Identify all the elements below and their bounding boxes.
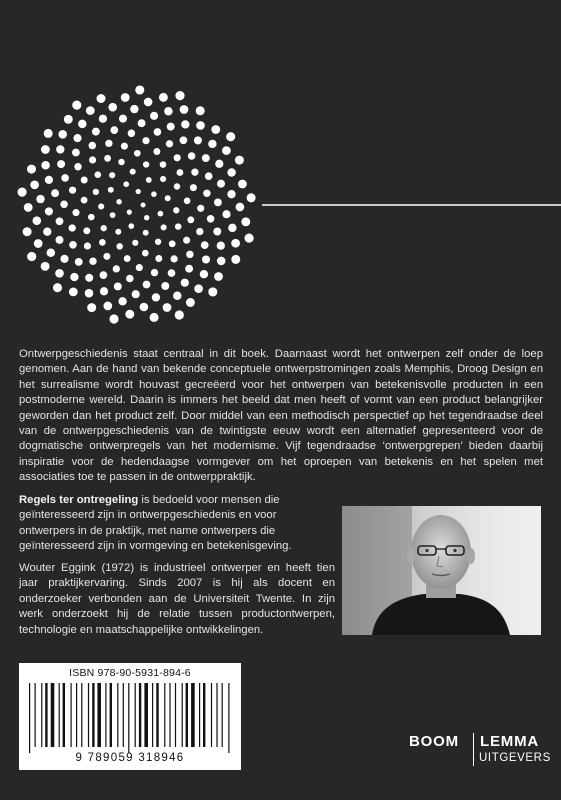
decor-dot <box>205 172 213 180</box>
decor-dot <box>18 188 27 197</box>
barcode-label <box>19 663 241 770</box>
decor-dot <box>83 227 90 234</box>
decor-dot <box>97 94 106 103</box>
decor-dot <box>144 215 149 220</box>
decor-dot <box>166 140 173 147</box>
decor-dot <box>93 189 99 195</box>
decor-dot <box>144 98 153 107</box>
decor-dot <box>118 297 126 305</box>
decor-dot <box>208 140 216 148</box>
decor-dot <box>128 223 134 229</box>
decor-dot <box>236 203 245 212</box>
book-title-inline: Regels ter ontregeling <box>19 494 139 506</box>
decor-dot <box>56 145 64 153</box>
decor-dot <box>81 177 88 184</box>
decor-dot <box>200 270 208 278</box>
decor-dot <box>123 181 129 187</box>
decor-dot <box>105 140 112 147</box>
decor-dot <box>56 236 64 244</box>
decor-dot <box>103 253 110 260</box>
decor-dot <box>231 239 240 248</box>
decor-dot <box>142 137 149 144</box>
decor-dot <box>163 303 172 312</box>
decor-dot <box>60 201 68 209</box>
decor-dot <box>87 303 96 312</box>
decor-dot <box>72 209 79 216</box>
decor-dot <box>33 216 42 225</box>
decor-dot <box>177 169 184 176</box>
decor-dot <box>186 298 195 307</box>
decor-dot <box>126 275 134 283</box>
decor-dot <box>191 169 198 176</box>
decor-dot <box>196 106 205 115</box>
decor-dot <box>185 265 193 273</box>
decor-dot <box>158 211 164 217</box>
decor-dot <box>27 252 36 261</box>
decor-dot <box>72 101 81 110</box>
decor-dot <box>116 199 121 204</box>
decor-dot <box>174 183 180 189</box>
decor-dot <box>69 187 76 194</box>
decor-dot <box>187 216 194 223</box>
decor-dot <box>181 120 189 128</box>
decor-dot <box>180 105 189 114</box>
decor-dot <box>142 250 149 257</box>
decor-dot <box>155 239 161 245</box>
decor-dot <box>222 210 230 218</box>
decor-dot <box>99 115 107 123</box>
decor-dot <box>150 112 158 120</box>
decor-dot <box>61 174 69 182</box>
decor-dot <box>84 242 91 249</box>
decor-dot <box>194 284 203 293</box>
decor-dot <box>173 291 182 300</box>
decor-dot <box>222 146 231 155</box>
decor-dot <box>175 91 184 100</box>
decor-dot <box>183 237 190 244</box>
decor-dot <box>190 184 197 191</box>
decor-dot <box>127 210 132 215</box>
decor-dot <box>92 128 100 136</box>
decor-dot <box>167 123 175 131</box>
publisher-name-right: LEMMA <box>480 733 539 750</box>
decor-dot <box>118 159 125 166</box>
decor-dot <box>94 171 101 178</box>
decor-dot <box>34 239 43 248</box>
barcode-bars <box>25 683 235 753</box>
decor-dot <box>207 215 215 223</box>
decor-dot <box>161 224 167 230</box>
description-paragraph: Ontwerpgeschiedenis staat centraal in dit boek. Daarnaast wordt het ontwerpen zelf onder de loep genomen. Aan de hand van bekende conceptuele ontwerpstromingen zoals Memphis, Droog Design en het surrealisme wordt houvast gecreëerd voor het ontwerpen van betekenisvolle producten in een postmoderne wereld. Daarin is immers het beeld dat men heeft of vormt van een product belangrijker geworden dan het product zelf. Door middel van een methodisch perspectief op het tegendraadse deel van de ontwerpgeschiedenis van de twintigste eeuw wordt een alternatief gepresenteerd voor de dogmatische ontwerpregels van het modernisme. Vijf tegendraadse ‘ontwerpgrepen’ bieden daarbij inspiratie voor de hedendaagse vormgever om het oproepen van betekenis en het spelen met associaties toe te passen in de ontwerppraktijk. <box>19 348 543 484</box>
decor-dot <box>41 262 50 271</box>
decor-dot <box>128 130 135 137</box>
decor-dot <box>160 161 167 168</box>
decor-dot <box>58 130 67 139</box>
decor-dot <box>154 128 162 136</box>
decor-dot <box>136 264 143 271</box>
decor-dot <box>211 125 220 134</box>
decor-dot <box>116 243 122 249</box>
decor-dot <box>89 156 96 163</box>
decor-dot <box>100 287 108 295</box>
decor-dot <box>119 115 127 123</box>
decor-dot <box>164 107 172 115</box>
decor-dot <box>109 172 115 178</box>
decor-dot <box>88 214 95 221</box>
decor-dot <box>24 203 33 212</box>
decor-dot <box>160 176 166 182</box>
decor-dot <box>132 290 140 298</box>
decor-dot <box>151 191 157 197</box>
decor-dot <box>121 93 130 102</box>
decor-dot <box>159 93 168 102</box>
decor-dot <box>75 258 83 266</box>
decor-dot <box>70 273 78 281</box>
dot-circle-graphic <box>0 0 561 340</box>
publisher-name-left: BOOM <box>409 733 459 750</box>
decor-dot <box>101 225 107 231</box>
decor-dot <box>196 228 203 235</box>
decor-dot <box>41 145 50 154</box>
decor-dot <box>152 293 160 301</box>
decor-dot <box>45 207 53 215</box>
author-photo <box>342 506 541 635</box>
decor-dot <box>138 119 146 127</box>
decor-dot <box>245 234 254 243</box>
decor-dot <box>208 287 217 296</box>
decor-dot <box>134 150 141 157</box>
decor-dot <box>43 228 51 236</box>
decor-dot <box>146 177 152 183</box>
decor-dot <box>201 241 209 249</box>
decor-dot <box>213 228 221 236</box>
decor-dot <box>141 202 146 207</box>
decor-dot <box>241 217 250 226</box>
decor-dot <box>69 241 77 249</box>
decor-dot <box>186 251 194 259</box>
decor-dot <box>140 303 149 312</box>
decor-dot <box>214 272 223 281</box>
decor-dot <box>151 269 158 276</box>
publisher-logo <box>409 733 551 773</box>
decor-dot <box>188 152 196 160</box>
decor-dot <box>44 129 53 138</box>
audience-paragraph <box>19 493 335 555</box>
decor-dot <box>86 106 95 115</box>
decor-dot <box>121 143 128 150</box>
decor-dot <box>143 281 151 289</box>
decor-dot <box>175 223 182 230</box>
decor-dot <box>56 217 64 225</box>
decor-dot <box>227 168 236 177</box>
decor-dot <box>114 282 122 290</box>
decor-dot <box>113 265 120 272</box>
decor-dot <box>23 227 32 236</box>
decor-dot <box>130 105 138 113</box>
decor-dot <box>165 195 171 201</box>
decor-dot <box>125 310 134 319</box>
decor-dot <box>153 148 160 155</box>
decor-dot <box>27 165 36 174</box>
decor-dot <box>161 282 169 290</box>
audience-text: is bedoeld voor mensen die geïnteresseerd zijn in ontwerpgeschiedenis en voor ontwerpers in de praktijk, met name ontwerpers die geïnteresseerd zijn in vormgeving en betekenisgeving. <box>19 494 292 553</box>
decor-dot <box>180 136 188 144</box>
decor-dot <box>174 154 181 161</box>
decor-dot <box>168 269 176 277</box>
logo-divider <box>473 733 474 766</box>
decor-dot <box>143 161 149 167</box>
decor-dot <box>194 136 202 144</box>
decor-dot <box>30 180 39 189</box>
decor-dot <box>214 198 222 206</box>
decor-dot <box>175 310 184 319</box>
decor-dot <box>132 240 138 246</box>
decor-dot <box>203 190 210 197</box>
decor-dot <box>169 240 176 247</box>
decor-dot <box>104 155 111 162</box>
decor-dot <box>85 289 94 298</box>
decor-dot <box>110 126 118 134</box>
decor-dot <box>143 230 149 236</box>
decor-dot <box>55 269 64 278</box>
decor-dot <box>228 224 236 232</box>
decor-dot <box>202 255 210 263</box>
decor-dot <box>57 160 65 168</box>
decor-dot <box>135 85 144 94</box>
decor-dot <box>235 156 244 165</box>
decor-dot <box>53 283 62 292</box>
decor-dot <box>217 242 225 250</box>
decor-dot <box>184 197 191 204</box>
decor-dot <box>98 203 104 209</box>
decor-dot <box>69 224 76 231</box>
decor-dot <box>45 176 53 184</box>
decor-dot <box>197 205 204 212</box>
decor-dot <box>247 193 256 202</box>
decor-dot <box>130 169 136 175</box>
decor-dot <box>89 257 96 264</box>
decor-dot <box>36 195 44 203</box>
decor-dot <box>108 187 114 193</box>
decor-dot <box>202 154 210 162</box>
decor-dot <box>238 180 247 189</box>
decor-dot <box>51 189 59 197</box>
decor-dot <box>73 134 81 142</box>
decor-dot <box>217 180 225 188</box>
decor-dot <box>215 160 223 168</box>
decor-dot <box>181 279 189 287</box>
decor-dot <box>110 212 116 218</box>
decor-dot <box>85 274 93 282</box>
decor-dot <box>231 255 240 264</box>
publisher-subtitle: UITGEVERS <box>479 752 551 764</box>
decor-dot <box>226 132 235 141</box>
decor-dot <box>217 257 226 266</box>
decor-dot <box>60 255 68 263</box>
decor-dot <box>196 121 205 130</box>
decor-dot <box>155 255 162 262</box>
decor-dot <box>173 207 179 213</box>
decor-dot <box>81 197 88 204</box>
decor-dot <box>170 255 177 262</box>
decor-dot <box>109 314 118 323</box>
decor-dot <box>72 149 80 157</box>
author-bio-paragraph: Wouter Eggink (1972) is industrieel ontwerper en heeft tien jaar praktijkervaring. Sinds 2007 is hij als docent en onderzoeker verbonden aan de Universiteit Twente. In zijn werk onderzoekt hij de relatie tussen productontwerpen, technologie en maatschappelijke ontwikkelingen. <box>19 562 335 636</box>
decor-dot <box>69 287 78 296</box>
decor-dot <box>74 163 81 170</box>
decor-dot <box>89 142 97 150</box>
decor-dot <box>115 229 121 235</box>
decor-dot <box>47 248 55 256</box>
barcode-digits: 9 789059 318946 <box>75 752 185 764</box>
decor-dot <box>78 120 86 128</box>
decor-dot <box>227 190 235 198</box>
decor-dot <box>99 239 106 246</box>
decor-dot <box>41 161 50 170</box>
decor-dot <box>100 271 108 279</box>
decor-dot <box>64 115 73 124</box>
decor-dot <box>108 103 117 112</box>
decor-dot <box>103 302 112 311</box>
decor-dot <box>150 313 159 322</box>
decor-dot <box>136 189 141 194</box>
isbn-text: ISBN 978-90-5931-894-6 <box>69 667 191 679</box>
decor-dot <box>124 255 131 262</box>
